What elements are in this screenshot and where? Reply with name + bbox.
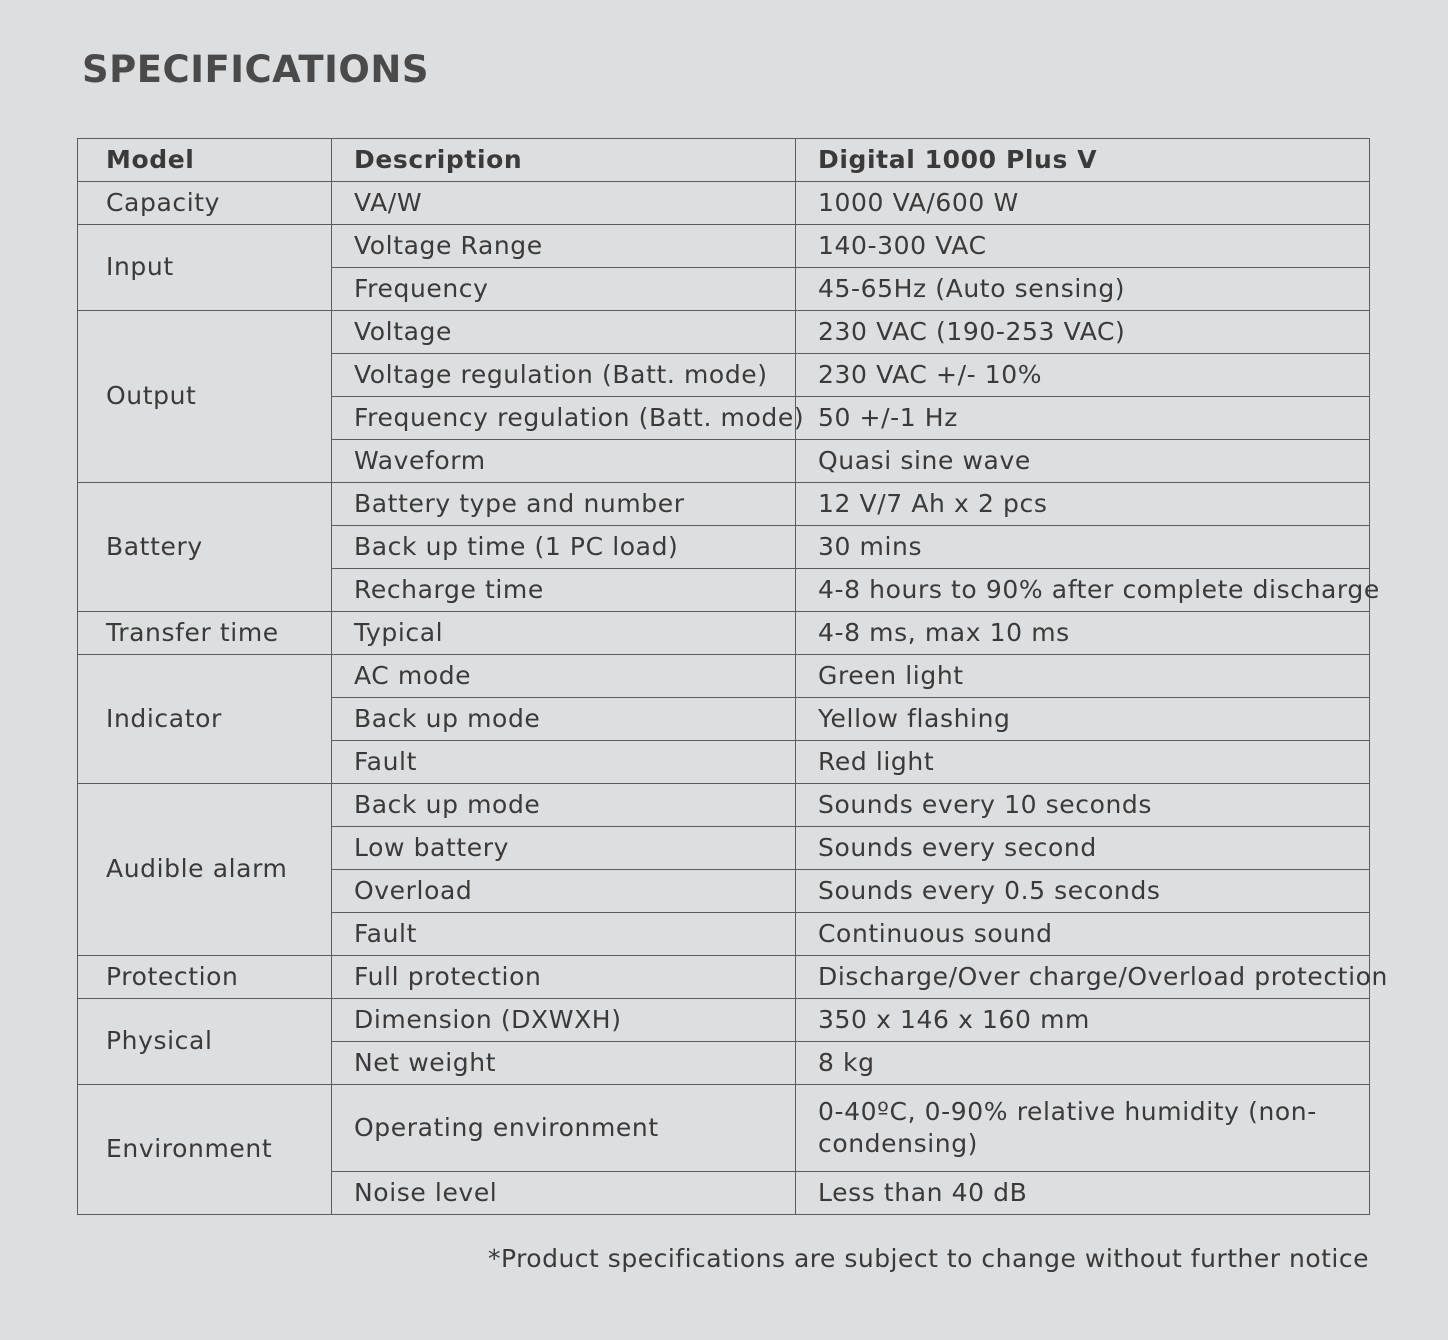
row-value: Green light bbox=[796, 655, 1370, 698]
row-description: Dimension (DXWXH) bbox=[332, 999, 796, 1042]
row-description: Overload bbox=[332, 870, 796, 913]
row-description: Back up mode bbox=[332, 784, 796, 827]
group-label: Protection bbox=[78, 956, 332, 999]
table-row bbox=[78, 311, 1370, 354]
group-label: Battery bbox=[78, 483, 332, 612]
table-header-row bbox=[78, 139, 1370, 182]
row-description: Voltage bbox=[332, 311, 796, 354]
group-label: Output bbox=[78, 311, 332, 483]
footnote: *Product specifications are subject to change without further notice bbox=[487, 1244, 1369, 1273]
group-label: Audible alarm bbox=[78, 784, 332, 956]
row-description: Back up mode bbox=[332, 698, 796, 741]
table-row bbox=[78, 956, 1370, 999]
group-label: Physical bbox=[78, 999, 332, 1085]
row-value: 45-65Hz (Auto sensing) bbox=[796, 268, 1370, 311]
row-description: AC mode bbox=[332, 655, 796, 698]
group-label: Input bbox=[78, 225, 332, 311]
row-description: Noise level bbox=[332, 1172, 796, 1215]
row-description: Fault bbox=[332, 741, 796, 784]
table-row bbox=[78, 1085, 1370, 1172]
row-value: Sounds every 10 seconds bbox=[796, 784, 1370, 827]
row-description: Frequency regulation (Batt. mode) bbox=[332, 397, 796, 440]
row-value: Red light bbox=[796, 741, 1370, 784]
row-value: 50 +/-1 Hz bbox=[796, 397, 1370, 440]
table-row bbox=[78, 225, 1370, 268]
group-label: Capacity bbox=[78, 182, 332, 225]
table-row bbox=[78, 655, 1370, 698]
row-value: Continuous sound bbox=[796, 913, 1370, 956]
header-product: Digital 1000 Plus V bbox=[796, 139, 1370, 182]
row-description: Fault bbox=[332, 913, 796, 956]
page-title: SPECIFICATIONS bbox=[82, 48, 429, 91]
row-value: 350 x 146 x 160 mm bbox=[796, 999, 1370, 1042]
row-description: Low battery bbox=[332, 827, 796, 870]
row-description: Operating environment bbox=[332, 1085, 796, 1172]
group-label: Environment bbox=[78, 1085, 332, 1215]
row-value: 140-300 VAC bbox=[796, 225, 1370, 268]
row-value: Quasi sine wave bbox=[796, 440, 1370, 483]
row-value: Sounds every 0.5 seconds bbox=[796, 870, 1370, 913]
table-row bbox=[78, 483, 1370, 526]
row-description: Back up time (1 PC load) bbox=[332, 526, 796, 569]
row-description: Waveform bbox=[332, 440, 796, 483]
row-description: Full protection bbox=[332, 956, 796, 999]
table-row bbox=[78, 182, 1370, 225]
table-row bbox=[78, 999, 1370, 1042]
table-row bbox=[78, 784, 1370, 827]
row-value: Yellow flashing bbox=[796, 698, 1370, 741]
row-description: Battery type and number bbox=[332, 483, 796, 526]
row-value: 4-8 hours to 90% after complete discharge bbox=[796, 569, 1370, 612]
row-description: Frequency bbox=[332, 268, 796, 311]
specifications-table bbox=[77, 138, 1388, 1215]
row-value: 12 V/7 Ah x 2 pcs bbox=[796, 483, 1370, 526]
row-description: Voltage regulation (Batt. mode) bbox=[332, 354, 796, 397]
table-row bbox=[78, 612, 1370, 655]
group-label: Transfer time bbox=[78, 612, 332, 655]
row-value: 4-8 ms, max 10 ms bbox=[796, 612, 1370, 655]
row-description: Voltage Range bbox=[332, 225, 796, 268]
row-description: Recharge time bbox=[332, 569, 796, 612]
group-label: Indicator bbox=[78, 655, 332, 784]
header-model: Model bbox=[78, 139, 332, 182]
row-value: Sounds every second bbox=[796, 827, 1370, 870]
row-description: Typical bbox=[332, 612, 796, 655]
row-description: Net weight bbox=[332, 1042, 796, 1085]
row-value: 230 VAC (190-253 VAC) bbox=[796, 311, 1370, 354]
row-value: Discharge/Over charge/Overload protection bbox=[796, 956, 1370, 999]
header-description: Description bbox=[332, 139, 796, 182]
row-description: VA/W bbox=[332, 182, 796, 225]
row-value: 1000 VA/600 W bbox=[796, 182, 1370, 225]
row-value: 0-40ºC, 0-90% relative humidity (non-condensing) bbox=[796, 1085, 1370, 1172]
row-value: Less than 40 dB bbox=[796, 1172, 1370, 1215]
row-value: 8 kg bbox=[796, 1042, 1370, 1085]
row-value: 230 VAC +/- 10% bbox=[796, 354, 1370, 397]
row-value: 30 mins bbox=[796, 526, 1370, 569]
